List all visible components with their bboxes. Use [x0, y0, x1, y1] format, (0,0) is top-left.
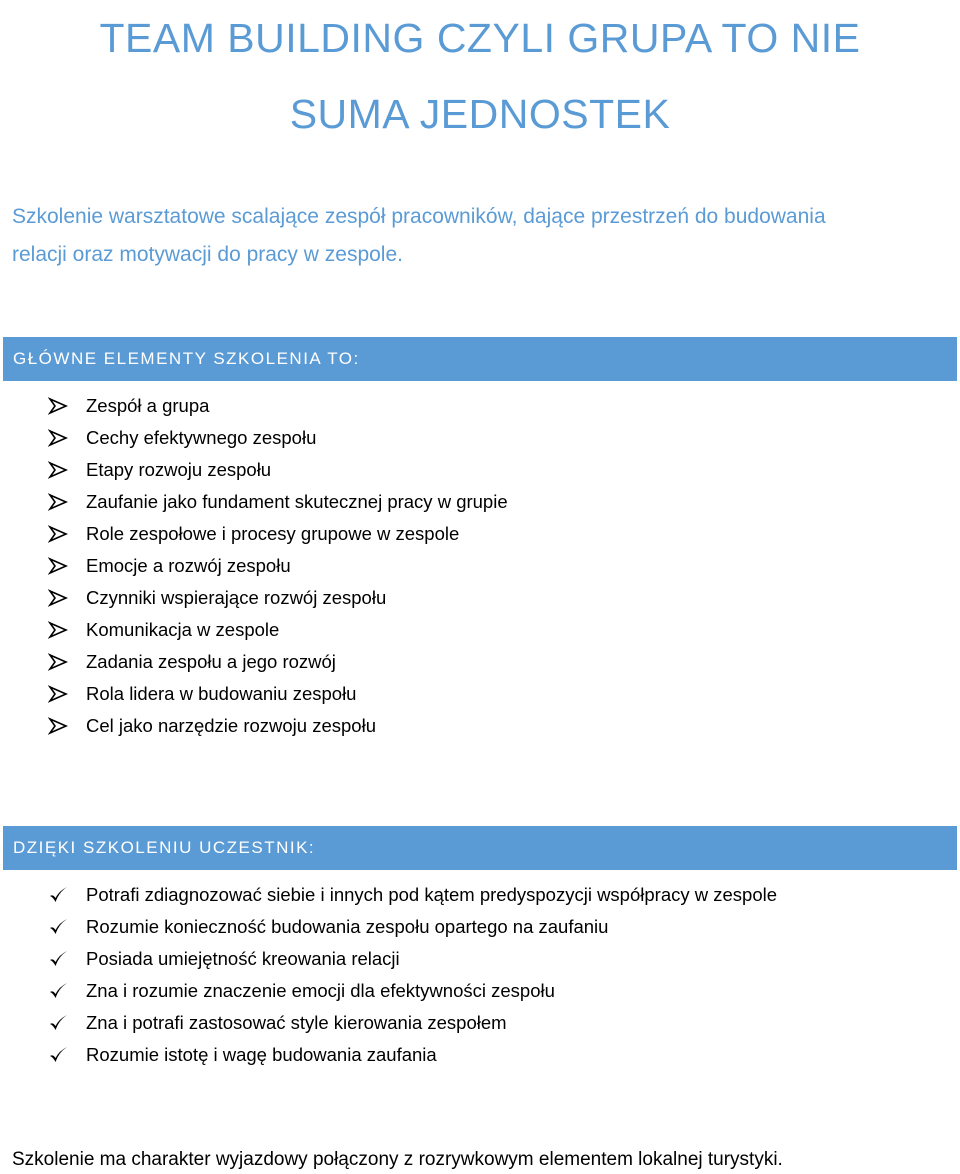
arrowhead-bullet-icon — [48, 518, 70, 550]
arrowhead-bullet-icon — [48, 614, 70, 646]
list-item — [0, 518, 508, 550]
document-title — [0, 0, 960, 152]
list-item — [0, 422, 508, 454]
list-item — [0, 550, 508, 582]
checkmark-icon — [48, 879, 70, 911]
list-item — [0, 911, 777, 943]
arrowhead-bullet-icon — [48, 710, 70, 742]
list-item — [0, 710, 508, 742]
arrowhead-bullet-icon — [48, 422, 70, 454]
checkmark-icon — [48, 975, 70, 1007]
list-item-text: Komunikacja w zespole — [86, 619, 280, 640]
list-item — [0, 614, 508, 646]
list-item — [0, 678, 508, 710]
list-item — [0, 486, 508, 518]
list-item — [0, 879, 777, 911]
main-elements-list — [0, 390, 508, 742]
list-item-text: Rozumie istotę i wagę budowania zaufania — [86, 1044, 437, 1065]
list-item-text: Rozumie konieczność budowania zespołu opartego na zaufaniu — [86, 916, 609, 937]
arrowhead-bullet-icon — [48, 646, 70, 678]
list-item-text: Potrafi zdiagnozować siebie i innych pod kątem predyspozycji współpracy w zespole — [86, 884, 778, 905]
section-heading-outcomes: DZIĘKI SZKOLENIU UCZESTNIK: — [3, 826, 957, 870]
intro-line-1: Szkolenie warsztatowe scalające zespół pracowników, dające przestrzeń do budowania — [12, 205, 826, 228]
list-item — [0, 646, 508, 678]
checkmark-icon — [48, 911, 70, 943]
list-item-text: Zespół a grupa — [86, 395, 210, 416]
list-item — [0, 943, 777, 975]
intro-paragraph — [12, 198, 952, 274]
list-item-text: Cel jako narzędzie rozwoju zespołu — [86, 715, 376, 736]
list-item — [0, 975, 777, 1007]
list-item-text: Zaufanie jako fundament skutecznej pracy w grupie — [86, 491, 508, 512]
arrowhead-bullet-icon — [48, 454, 70, 486]
footer-note: Szkolenie ma charakter wyjazdowy połączony z rozrywkowym elementem lokalnej turystyki. — [12, 1149, 783, 1170]
checkmark-icon — [48, 1039, 70, 1071]
list-item — [0, 582, 508, 614]
outcomes-list — [0, 879, 777, 1071]
checkmark-icon — [48, 943, 70, 975]
list-item-text: Role zespołowe i procesy grupowe w zespole — [86, 523, 460, 544]
list-item-text: Zna i rozumie znaczenie emocji dla efektywności zespołu — [86, 980, 555, 1001]
section-heading-main-elements: GŁÓWNE ELEMENTY SZKOLENIA TO: — [3, 337, 957, 381]
arrowhead-bullet-icon — [48, 582, 70, 614]
list-item — [0, 1039, 777, 1071]
list-item-text: Posiada umiejętność kreowania relacji — [86, 948, 400, 969]
list-item-text: Etapy rozwoju zespołu — [86, 459, 272, 480]
list-item-text: Rola lidera w budowaniu zespołu — [86, 683, 357, 704]
list-item-text: Zadania zespołu a jego rozwój — [86, 651, 336, 672]
list-item-text: Czynniki wspierające rozwój zespołu — [86, 587, 387, 608]
arrowhead-bullet-icon — [48, 678, 70, 710]
title-line-2: SUMA JEDNOSTEK — [289, 91, 671, 137]
list-item-text: Emocje a rozwój zespołu — [86, 555, 291, 576]
list-item — [0, 1007, 777, 1039]
intro-line-2: relacji oraz motywacji do pracy w zespole. — [12, 243, 403, 266]
arrowhead-bullet-icon — [48, 550, 70, 582]
arrowhead-bullet-icon — [48, 390, 70, 422]
checkmark-icon — [48, 1007, 70, 1039]
list-item-text: Cechy efektywnego zespołu — [86, 427, 317, 448]
title-line-1: TEAM BUILDING CZYLI GRUPA TO NIE — [99, 15, 861, 61]
arrowhead-bullet-icon — [48, 486, 70, 518]
list-item-text: Zna i potrafi zastosować style kierowania zespołem — [86, 1012, 507, 1033]
list-item — [0, 390, 508, 422]
list-item — [0, 454, 508, 486]
